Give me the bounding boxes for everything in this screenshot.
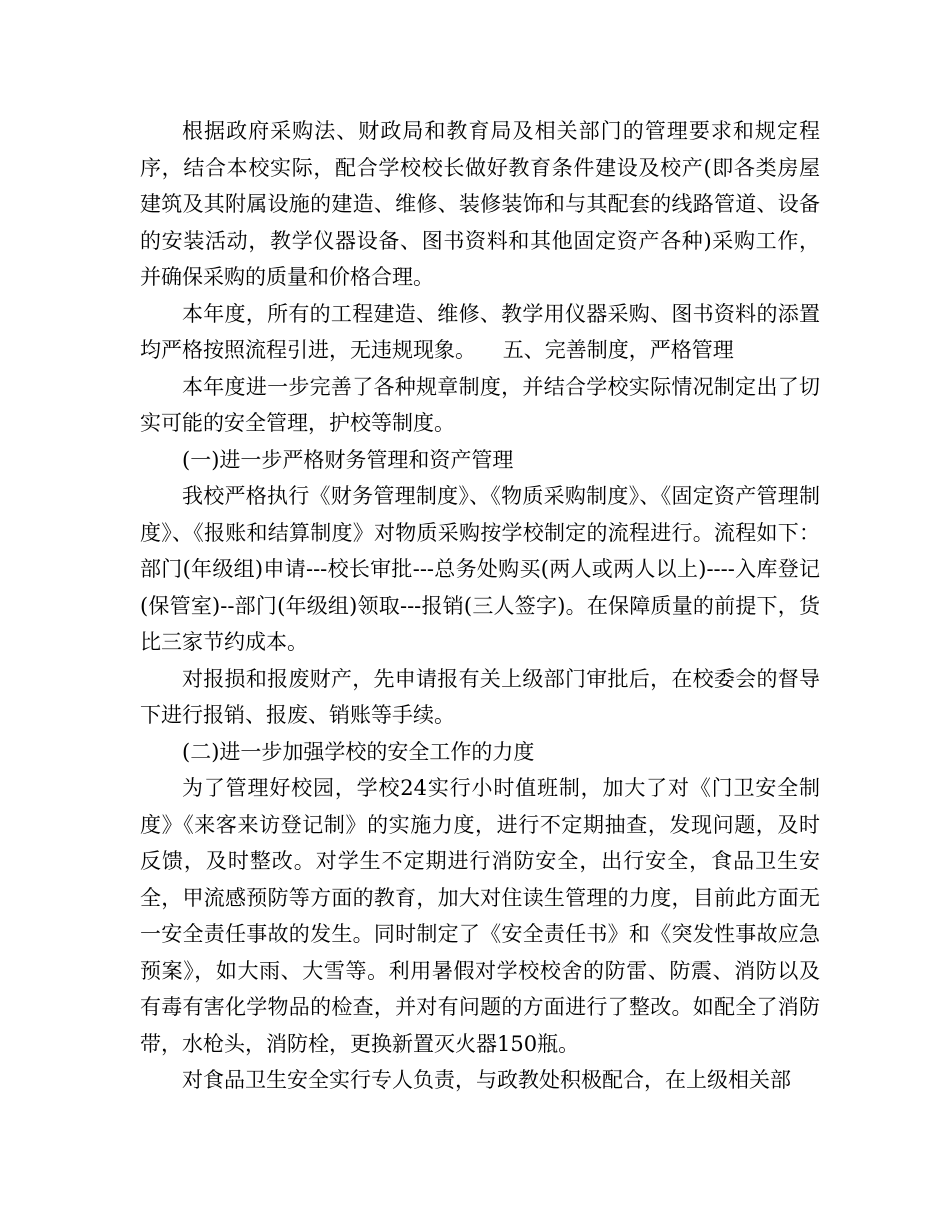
paragraph-food-safety: 对食品卫生安全实行专人负责，与政教处积极配合，在上级相关部 [182, 1068, 791, 1092]
paragraph-asset-disposal: 对报损和报废财产，先申请报有关上级部门审批后，在校委会的督导下进行报销、报废、销账等手续。 [140, 666, 820, 727]
document-body [140, 113, 820, 1099]
paragraph-finance-process: 我校严格执行《财务管理制度》、《物质采购制度》、《固定资产管理制度》、《报账和结算制度》对物质采购按学校制定的流程进行。流程如下：部门(年级组)申请---校长审批---总务处购买(两人或两人以上)----入库登记(保管室)--部门(年级组)领取---报销(三人签字)。在保障质量的前提下，货比三家节约成本。 [140, 484, 820, 654]
paragraph-annual-procurement: 本年度，所有的工程建造、维修、教学用仪器采购、图书资料的添置均严格按照流程引进，无违规现象。 五、完善制度，严格管理 [140, 301, 820, 362]
paragraph-safety-measures: 为了管理好校园，学校24实行小时值班制，加大了对《门卫安全制度》《来客来访登记制》的实施力度，进行不定期抽查，发现问题，及时反馈，及时整改。对学生不定期进行消防安全，出行安全，食品卫生安全，甲流感预防等方面的教育，加大对住读生管理的力度，目前此方面无一安全责任事故的发生。同时制定了《安全责任书》和《突发性事故应急预案》，如大雨、大雪等。利用暑假对学校校舍的防雷、防震、消防以及有毒有害化学物品的检查，并对有问题的方面进行了整改。如配全了消防带，水枪头，消防栓，更换新置灭火器150瓶。 [140, 776, 820, 1056]
section-heading-finance: (一)进一步严格财务管理和资产管理 [182, 447, 514, 472]
paragraph-procurement-basis: 根据政府采购法、财政局和教育局及相关部门的管理要求和规定程序，结合本校实际，配合学校校长做好教育条件建设及校产(即各类房屋建筑及其附属设施的建造、维修、装修装饰和与其配套的线路管道、设备的安装活动，教学仪器设备、图书资料和其他固定资产各种)采购工作，并确保采购的质量和价格合理。 [140, 119, 820, 289]
paragraph-regulations: 本年度进一步完善了各种规章制度，并结合学校实际情况制定出了切实可能的安全管理，护校等制度。 [140, 374, 820, 435]
section-heading-safety: (二)进一步加强学校的安全工作的力度 [182, 739, 535, 764]
